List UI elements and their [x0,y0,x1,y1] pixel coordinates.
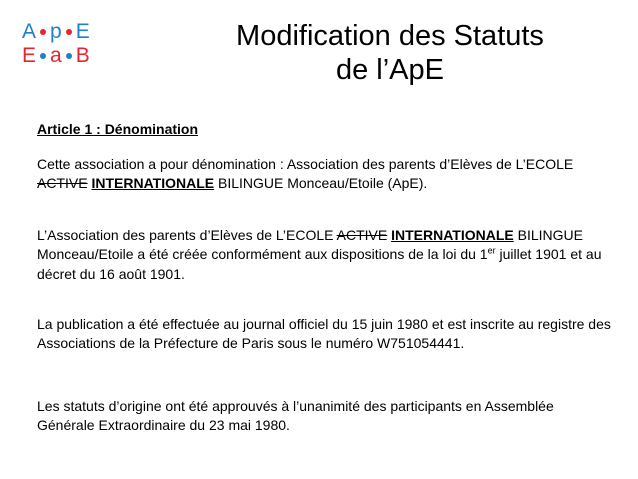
title-line-1: Modification des Statuts [236,20,544,52]
title-line-2: de l’ApE [335,54,444,86]
p1-inserted-word: INTERNATIONALE [91,175,215,192]
paragraph-creation [37,226,611,284]
paragraph-denomination [37,155,611,194]
p2-superscript: er [487,245,496,256]
p2-struck-word: ACTIVE [336,227,388,243]
page-title [170,19,610,87]
p1-text-end: BILINGUE Monceau/Etoile (ApE). [214,175,428,192]
logo-letter-e2: E [22,44,37,67]
logo-letter-b: B [75,44,90,67]
p2-text: L’Association des parents d’Elèves de L’ECOLE [37,227,337,243]
p2-inserted-word: INTERNATIONALE [391,227,514,243]
paragraph-publication: La publication a été effectuée au journal officiel du 15 juin 1980 et est inscrite au registre des Associations de la Préfecture de Paris sous le numéro W751054441. [37,316,611,352]
logo-dot [66,53,72,59]
p2-text-mid: BILINGUE Monceau/Etoile a été créée conformément aux dispositions de la loi du 1 [37,227,583,263]
p1-text: Cette association a pour dénomination : Association des parents d’Elèves de L’ECOLE [37,156,574,172]
paragraph-statutes-origin: Les statuts d’origine ont été approuvés à l’unanimité des participants en Assemblée Générale Extraordinaire du 23 mai 1980. [37,398,554,434]
ape-logo [22,20,102,70]
article-heading: Article 1 : Dénomination [37,121,199,137]
logo-letter-e: E [75,20,90,43]
logo-letter-a2: a [50,44,62,67]
logo-bottom-row [22,44,102,68]
logo-dot [40,53,46,59]
logo-letter-p: p [50,20,62,43]
logo-top-row [22,20,102,44]
p2-text-end: juillet 1901 et au décret du 16 août 1901. [37,246,602,282]
logo-letter-a: A [22,20,37,43]
logo-dot [66,29,72,35]
p1-struck-word: ACTIVE [37,175,88,192]
logo-dot [40,29,46,35]
